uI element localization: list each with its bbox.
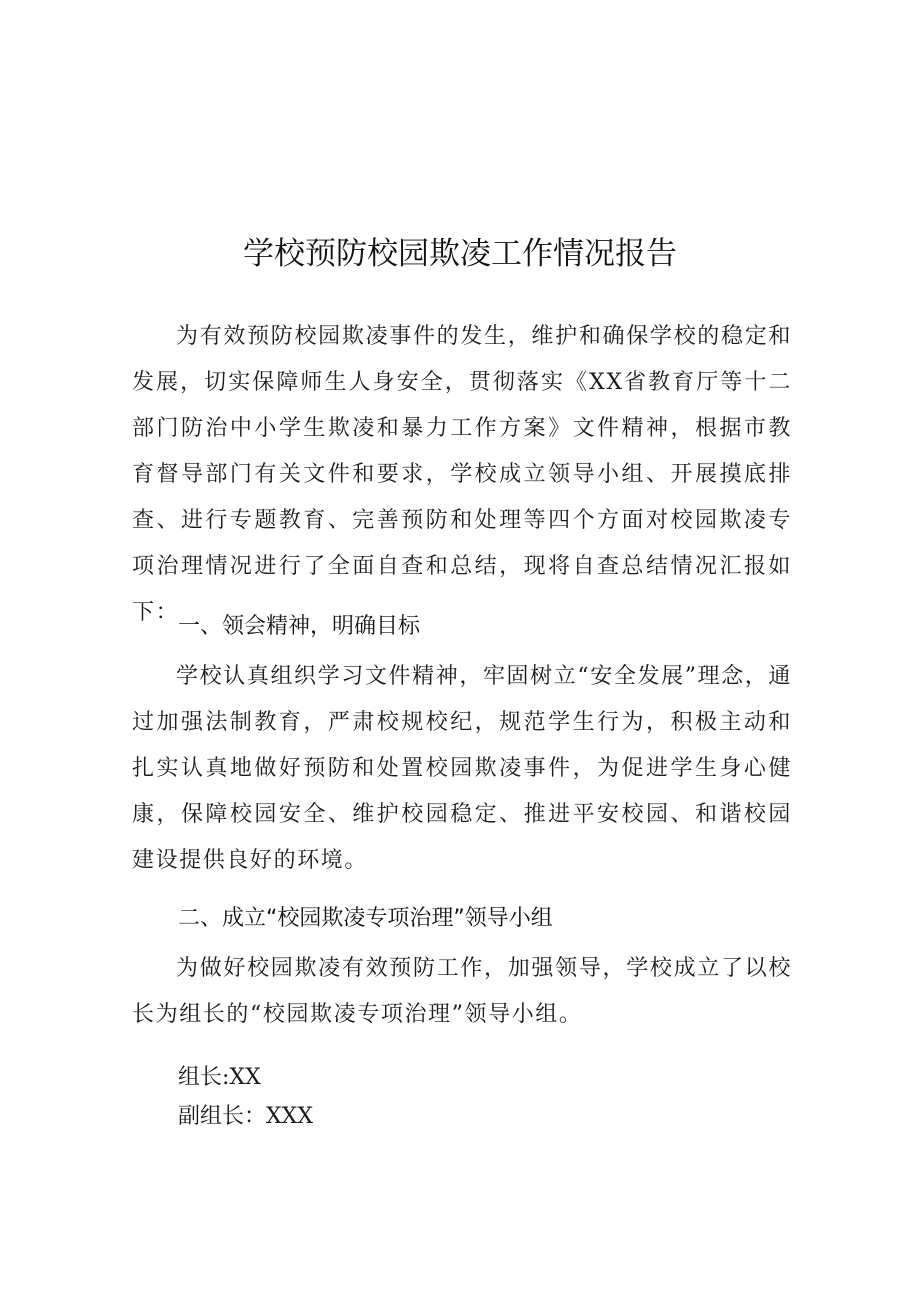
section-2-paragraph: 为做好校园欺凌有效预防工作，加强领导，学校成立了以校长为组长的“校园欺凌专项治理”领导小组。 [132,956,792,1027]
section-1-heading: 一、领会精神，明确目标 [178,614,421,639]
document-title: 学校预防校园欺凌工作情况报告 [243,236,677,272]
section-1-paragraph: 学校认真组织学习文件精神，牢固树立“安全发展”理念，通过加强法制教育，严肃校规校纪，规范学生行为，积极主动和扎实认真地做好预防和处置校园欺凌事件，为促进学生身心健康，保障校园安全、维护校园稳定、推进平安校园、和谐校园建设提供良好的环境。 [132,664,792,873]
leader-line: 组长:XX [178,1065,261,1090]
intro-paragraph: 为有效预防校园欺凌事件的发生，维护和确保学校的稳定和发展，切实保障师生人身安全，贯彻落实《XX省教育厅等十二部门防治中小学生欺凌和暴力工作方案》文件精神，根据市教育督导部门有关文件和要求，学校成立领导小组、开展摸底排查、进行专题教育、完善预防和处理等四个方面对校园欺凌专项治理情况进行了全面自查和总结，现将自查总结情况汇报如下： [132,324,792,625]
section-2-heading: 二、成立“校园欺凌专项治理”领导小组 [178,906,553,931]
deputy-leader-line: 副组长：XXX [178,1104,313,1129]
